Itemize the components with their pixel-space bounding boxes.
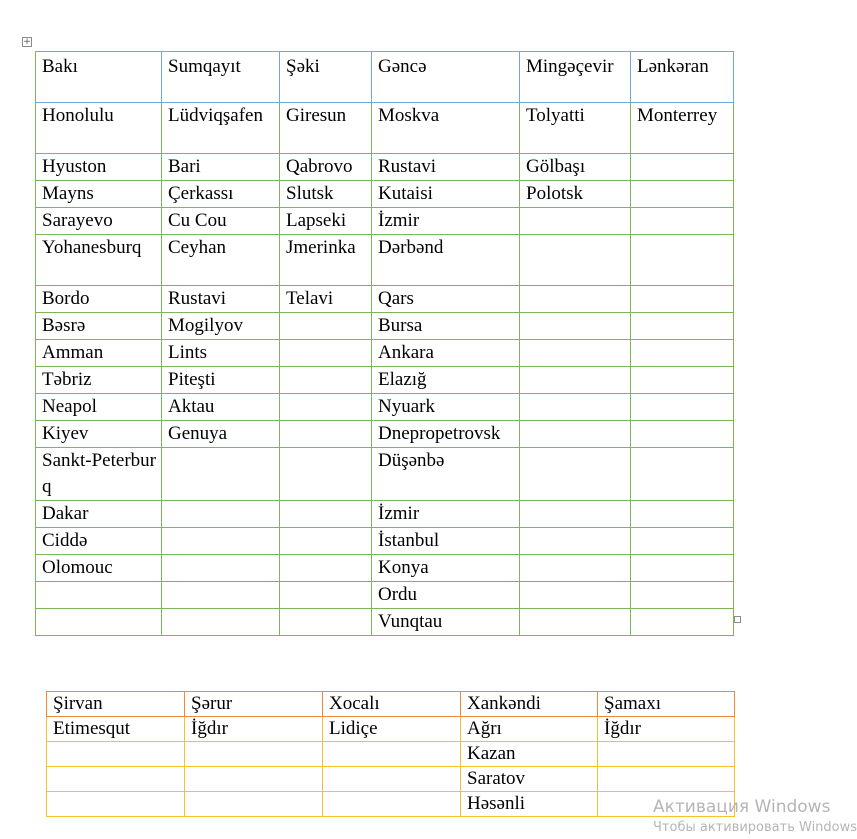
windows-activation-watermark <box>653 797 857 836</box>
table-cell[interactable] <box>520 235 631 286</box>
table-cell[interactable]: Vunqtau <box>372 609 520 636</box>
table-header-row <box>36 52 734 103</box>
table-cell[interactable]: Bari <box>162 154 280 181</box>
table-cell[interactable]: Qabrovo <box>280 154 372 181</box>
table-cell[interactable]: Təbriz <box>36 367 162 394</box>
table-cell[interactable]: Cu Cou <box>162 208 280 235</box>
table-cell[interactable] <box>631 394 734 421</box>
table-cell[interactable]: Ceyhan <box>162 235 280 286</box>
table-cell[interactable]: Çerkassı <box>162 181 280 208</box>
table-cell[interactable] <box>520 367 631 394</box>
table-cell[interactable]: Gölbaşı <box>520 154 631 181</box>
table-row <box>47 767 735 792</box>
table-cell[interactable]: Qars <box>372 286 520 313</box>
table-row <box>36 154 734 181</box>
table-cell[interactable] <box>280 582 372 609</box>
table-cell[interactable]: Aktau <box>162 394 280 421</box>
table-cell[interactable] <box>631 501 734 528</box>
table-row <box>36 235 734 286</box>
table-cell[interactable]: İzmir <box>372 501 520 528</box>
header-cell[interactable]: Şəki <box>280 52 372 103</box>
table-cell[interactable]: Amman <box>36 340 162 367</box>
table-cell[interactable]: Moskva <box>372 103 520 154</box>
table-move-handle-icon[interactable]: + <box>23 37 31 47</box>
table-cell[interactable] <box>631 582 734 609</box>
table-cell[interactable] <box>520 394 631 421</box>
table-cell[interactable] <box>280 448 372 501</box>
header-cell[interactable]: Sumqayıt <box>162 52 280 103</box>
header-cell[interactable]: Bakı <box>36 52 162 103</box>
table-cell[interactable]: Piteşti <box>162 367 280 394</box>
table-cell[interactable]: Giresun <box>280 103 372 154</box>
table-cell[interactable]: Sankt-Peterburq <box>36 448 162 501</box>
table-cell[interactable]: Elazığ <box>372 367 520 394</box>
table-cell[interactable] <box>47 742 185 767</box>
table-cell[interactable]: Lidiçe <box>323 717 461 742</box>
table-cell[interactable]: Lüdviqşafen <box>162 103 280 154</box>
table-cell[interactable]: Hyuston <box>36 154 162 181</box>
table-cell[interactable] <box>520 528 631 555</box>
table-cell[interactable]: Ordu <box>372 582 520 609</box>
table-row <box>36 555 734 582</box>
table-cell[interactable] <box>520 286 631 313</box>
table-cell[interactable] <box>598 767 735 792</box>
table-cell[interactable] <box>280 555 372 582</box>
watermark-subtitle: Чтобы активировать Windows <box>653 820 857 835</box>
table-cell[interactable] <box>36 582 162 609</box>
table-cell[interactable]: Telavi <box>280 286 372 313</box>
table-cell[interactable] <box>36 609 162 636</box>
table-cell[interactable]: Nyuark <box>372 394 520 421</box>
table-cell[interactable] <box>185 742 323 767</box>
table-row <box>36 448 734 501</box>
table-cell[interactable]: Sarayevo <box>36 208 162 235</box>
table-cell[interactable]: Etimesqut <box>47 717 185 742</box>
table-row <box>36 367 734 394</box>
table-row <box>36 208 734 235</box>
table-row <box>47 742 735 767</box>
table-cell[interactable]: Bordo <box>36 286 162 313</box>
table-cell[interactable]: İğdır <box>185 717 323 742</box>
table-cell[interactable]: Saratov <box>461 767 598 792</box>
table-cell[interactable]: Rustavi <box>372 154 520 181</box>
table-cell[interactable]: Ankara <box>372 340 520 367</box>
table-row <box>47 717 735 742</box>
table-cell[interactable] <box>280 501 372 528</box>
table-cell[interactable] <box>631 313 734 340</box>
table-cell[interactable]: Yohanesburq <box>36 235 162 286</box>
table-cell[interactable] <box>323 742 461 767</box>
table-cell[interactable]: Monterrey <box>631 103 734 154</box>
table-cell[interactable]: Genuya <box>162 421 280 448</box>
table-row <box>36 528 734 555</box>
header-cell[interactable]: Xankəndi <box>461 692 598 717</box>
table-cell[interactable] <box>520 555 631 582</box>
table-cell[interactable] <box>631 154 734 181</box>
header-cell[interactable]: Xocalı <box>323 692 461 717</box>
table-cell[interactable] <box>280 421 372 448</box>
table-cell[interactable] <box>520 609 631 636</box>
table-cell[interactable] <box>280 609 372 636</box>
table-cell[interactable]: Düşənbə <box>372 448 520 501</box>
table-cell[interactable] <box>631 367 734 394</box>
table-cell[interactable] <box>520 582 631 609</box>
header-cell[interactable]: Şərur <box>185 692 323 717</box>
table-cell[interactable]: Ciddə <box>36 528 162 555</box>
table-cell[interactable]: Olomouc <box>36 555 162 582</box>
table-row <box>36 394 734 421</box>
table-row <box>36 313 734 340</box>
table-cell[interactable]: Honolulu <box>36 103 162 154</box>
table-cell[interactable] <box>520 448 631 501</box>
table-cell[interactable] <box>185 792 323 817</box>
table-cell[interactable]: Kazan <box>461 742 598 767</box>
table-cell[interactable]: Həsənli <box>461 792 598 817</box>
table-cell[interactable] <box>520 208 631 235</box>
table-cell[interactable] <box>280 367 372 394</box>
table-cell[interactable] <box>631 208 734 235</box>
table-cell[interactable] <box>47 792 185 817</box>
table-row <box>36 501 734 528</box>
table-cell[interactable] <box>162 528 280 555</box>
table-cell[interactable] <box>520 313 631 340</box>
table-resize-handle-icon[interactable] <box>734 616 741 623</box>
table-cell[interactable] <box>520 501 631 528</box>
table-cell[interactable]: Dakar <box>36 501 162 528</box>
table-cell[interactable]: İstanbul <box>372 528 520 555</box>
table-cell[interactable] <box>598 742 735 767</box>
table-cell[interactable] <box>631 340 734 367</box>
header-cell[interactable]: Mingəçevir <box>520 52 631 103</box>
table-cell[interactable]: Polotsk <box>520 181 631 208</box>
table-cell[interactable] <box>323 767 461 792</box>
table-cell[interactable] <box>520 421 631 448</box>
table-cell[interactable] <box>631 286 734 313</box>
table-row <box>36 421 734 448</box>
table-cell[interactable] <box>280 394 372 421</box>
table-cell[interactable] <box>280 313 372 340</box>
table-row <box>36 103 734 154</box>
table-cell[interactable]: Bəsrə <box>36 313 162 340</box>
table-cell[interactable]: Mogilyov <box>162 313 280 340</box>
table-row <box>36 609 734 636</box>
table-cell[interactable] <box>162 448 280 501</box>
table-row <box>36 286 734 313</box>
table-cell[interactable] <box>631 609 734 636</box>
table-cell[interactable]: Dnepropetrovsk <box>372 421 520 448</box>
table-row <box>36 340 734 367</box>
table-cell[interactable] <box>631 448 734 501</box>
table-cell[interactable]: Ağrı <box>461 717 598 742</box>
header-cell[interactable]: Gəncə <box>372 52 520 103</box>
table-cell[interactable] <box>631 181 734 208</box>
table-row <box>47 792 735 817</box>
header-cell[interactable]: Şirvan <box>47 692 185 717</box>
table-cell[interactable]: Tolyatti <box>520 103 631 154</box>
table-header-row <box>47 692 735 717</box>
header-cell[interactable]: Lənkəran <box>631 52 734 103</box>
table-cell[interactable] <box>520 340 631 367</box>
table-cell[interactable] <box>631 421 734 448</box>
table-cell[interactable]: Bursa <box>372 313 520 340</box>
table-cell[interactable] <box>185 767 323 792</box>
table-row <box>36 582 734 609</box>
header-cell[interactable]: Şamaxı <box>598 692 735 717</box>
table-cell[interactable]: Kutaisi <box>372 181 520 208</box>
table-cell[interactable]: Lapseki <box>280 208 372 235</box>
table-cell[interactable] <box>280 528 372 555</box>
table-cell[interactable]: Jmerinka <box>280 235 372 286</box>
table-cell[interactable]: Mayns <box>36 181 162 208</box>
table-cell[interactable] <box>47 767 185 792</box>
table-cell[interactable] <box>631 528 734 555</box>
table-cell[interactable]: Konya <box>372 555 520 582</box>
table-cell[interactable] <box>280 340 372 367</box>
table-cell[interactable]: Lints <box>162 340 280 367</box>
table-row <box>36 181 734 208</box>
cities-table-2 <box>46 691 735 817</box>
table-cell[interactable] <box>631 555 734 582</box>
table-cell[interactable]: Rustavi <box>162 286 280 313</box>
table-cell[interactable] <box>323 792 461 817</box>
cities-table-1 <box>35 51 734 636</box>
table-cell[interactable]: Kiyev <box>36 421 162 448</box>
table-cell[interactable] <box>631 235 734 286</box>
table-cell[interactable]: İzmir <box>372 208 520 235</box>
table-cell[interactable] <box>162 501 280 528</box>
table-cell[interactable]: Slutsk <box>280 181 372 208</box>
table-cell[interactable]: Dərbənd <box>372 235 520 286</box>
table-cell[interactable]: Neapol <box>36 394 162 421</box>
table-cell[interactable] <box>162 582 280 609</box>
table-cell[interactable] <box>162 609 280 636</box>
table-cell[interactable] <box>162 555 280 582</box>
watermark-title: Активация Windows <box>653 797 831 817</box>
table-cell[interactable]: İğdır <box>598 717 735 742</box>
